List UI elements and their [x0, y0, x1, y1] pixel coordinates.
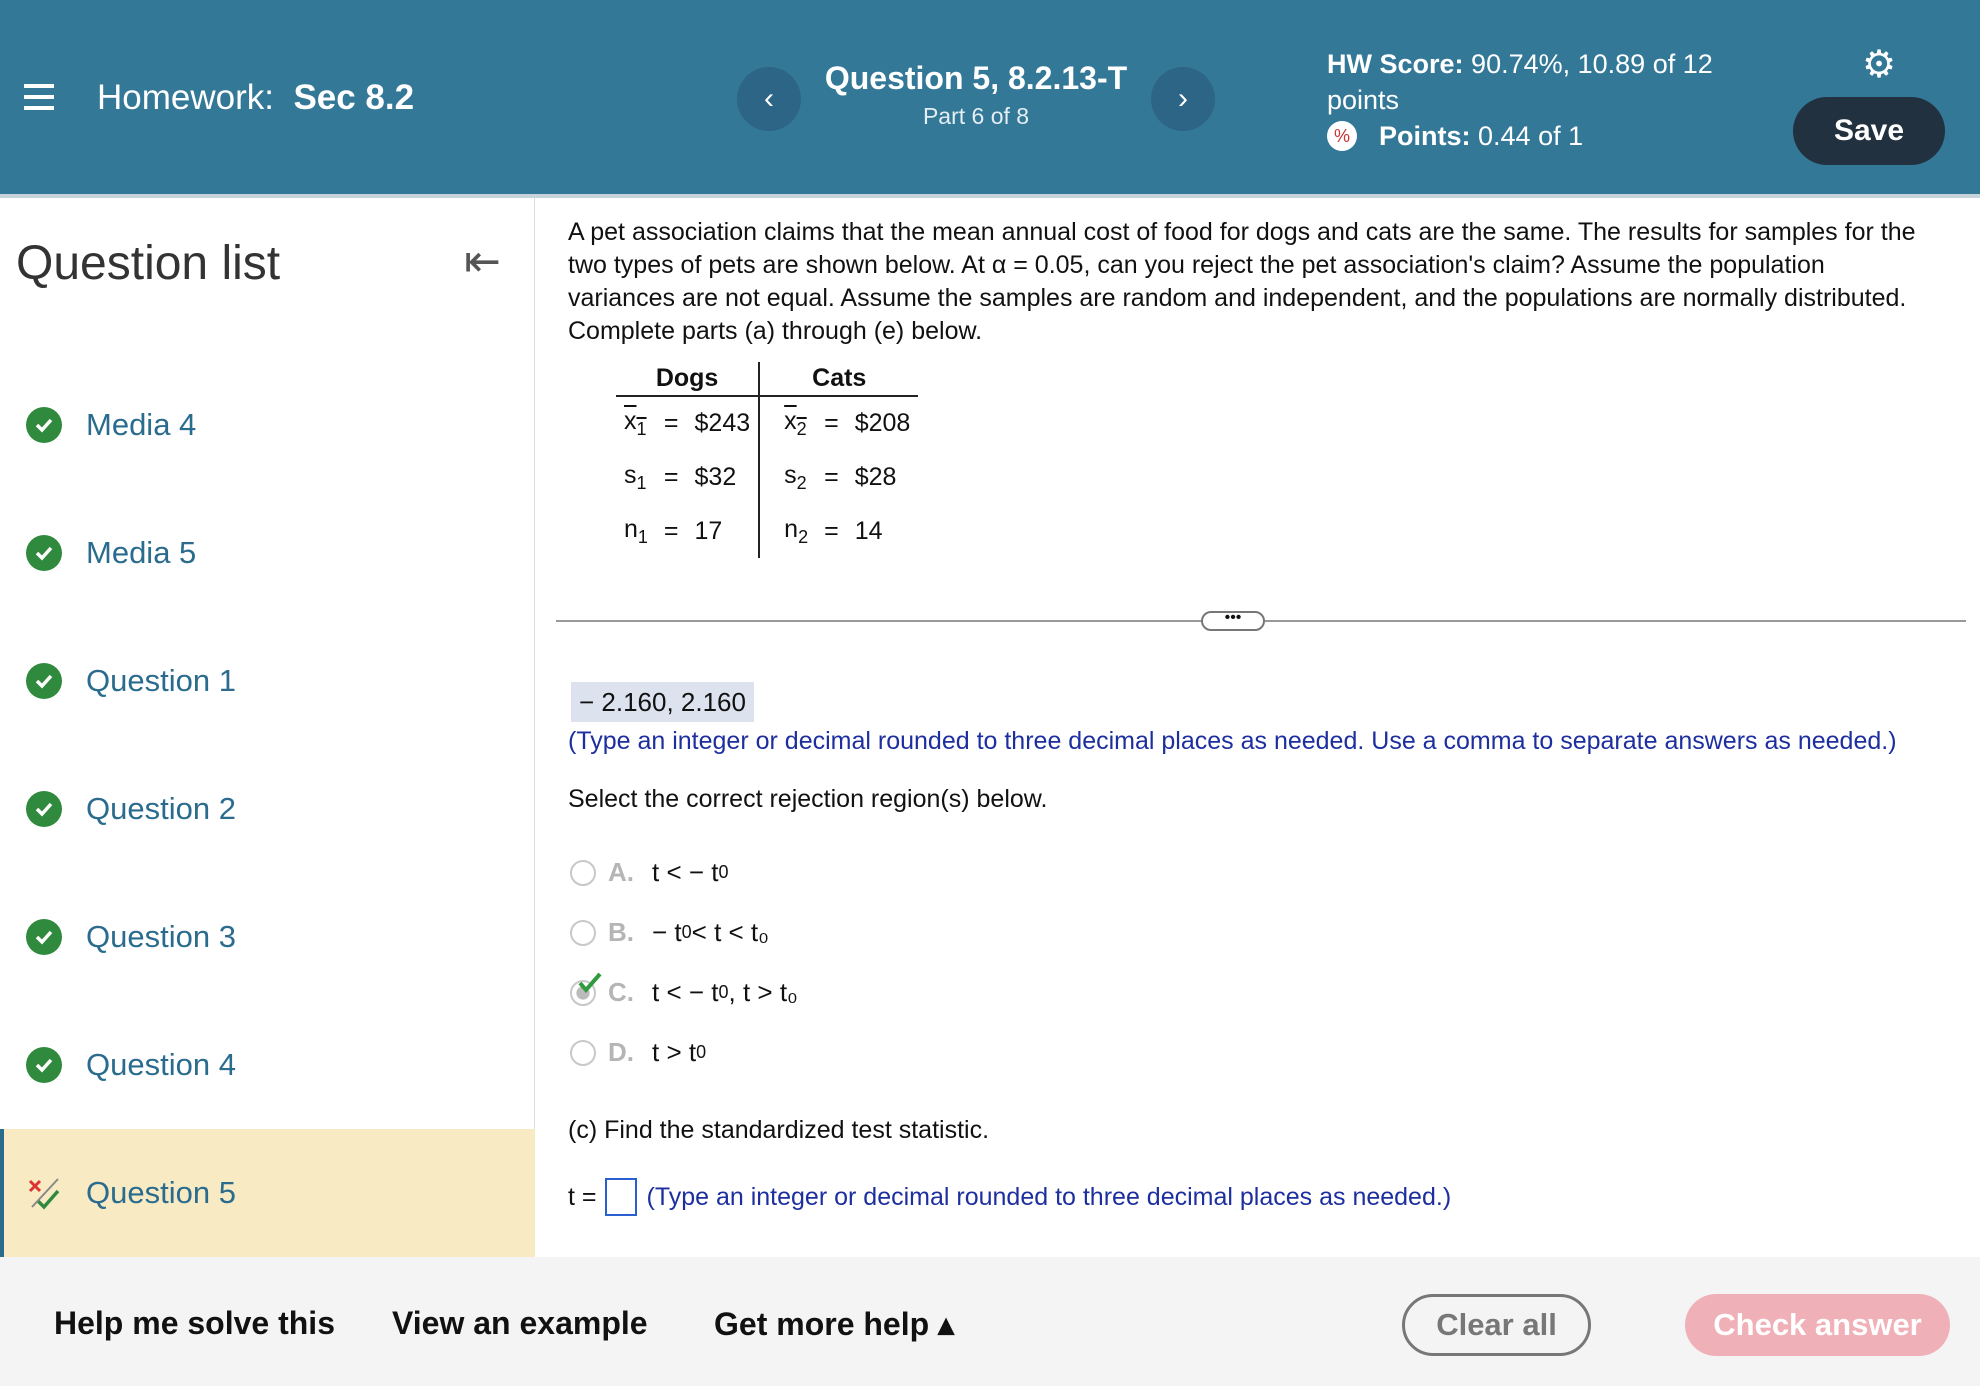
help-me-solve-button[interactable]: Help me solve this [54, 1305, 335, 1341]
option-expression-tail: , t > t₀ [728, 977, 798, 1007]
radio-button[interactable] [570, 860, 596, 886]
subscript: 0 [696, 1042, 707, 1062]
option-letter: A. [608, 857, 634, 887]
sidebar-item-question-2[interactable] [0, 745, 535, 873]
symbol: x [624, 407, 637, 435]
part-c-prompt: (c) Find the standardized test statistic. [568, 1116, 990, 1144]
option-expression: t > t [652, 1037, 697, 1067]
get-more-help-button[interactable]: Get more help ▴ [714, 1306, 955, 1342]
subscript: 1 [636, 419, 647, 439]
symbol: n [784, 514, 799, 543]
chevron-right-icon: › [1178, 82, 1188, 115]
option-b[interactable] [570, 917, 769, 948]
sidebar-item-label: Question 3 [86, 919, 236, 954]
symbol: x [784, 407, 797, 435]
sidebar-item-question-3[interactable] [0, 873, 535, 1001]
subscript: 2 [796, 419, 807, 439]
next-question-button[interactable] [1151, 67, 1215, 131]
subscript: 2 [798, 526, 809, 547]
symbol: s [784, 460, 797, 489]
option-letter: B. [608, 917, 634, 947]
check-icon [26, 535, 62, 571]
symbol: s [624, 460, 637, 489]
check-icon [26, 663, 62, 699]
cell-value: $243 [687, 396, 760, 450]
subscript: 1 [636, 472, 647, 493]
view-example-button[interactable]: View an example [392, 1305, 648, 1341]
table-row: $x_1$ = $243 $x_2$ = $208 [616, 396, 918, 450]
option-c[interactable] [570, 977, 798, 1008]
collapse-sidebar-icon[interactable]: ⇤ [464, 237, 501, 286]
option-d[interactable] [570, 1037, 706, 1068]
hamburger-icon[interactable] [24, 84, 54, 110]
hw-score [1327, 46, 1713, 154]
check-answer-button[interactable]: Check answer [1685, 1294, 1950, 1356]
option-expression: t < − t [652, 977, 719, 1007]
radio-button[interactable] [570, 920, 596, 946]
symbol: n [624, 514, 638, 543]
top-bar [0, 0, 1980, 194]
answer-hint: (Type an integer or decimal rounded to three decimal places as needed. Use a comma to separate answers as needed.) [568, 727, 1897, 755]
expand-ellipsis-button[interactable]: ••• [1201, 611, 1265, 631]
subscript: 0 [718, 862, 729, 882]
sidebar-item-media-5[interactable] [0, 489, 535, 617]
sidebar-item-label: Question 5 [86, 1175, 236, 1210]
option-expression-tail: < t < t₀ [691, 917, 769, 947]
check-icon [26, 407, 62, 443]
clear-all-button[interactable]: Clear all [1402, 1294, 1591, 1356]
chevron-left-icon: ‹ [764, 82, 774, 115]
sidebar-item-question-1[interactable] [0, 617, 535, 745]
check-icon [26, 1047, 62, 1083]
rejection-prompt: Select the correct rejection region(s) below. [568, 785, 1048, 813]
option-letter: D. [608, 1037, 634, 1067]
hw-score-label: HW Score: [1327, 49, 1464, 79]
sidebar-item-label: Question 4 [86, 1047, 236, 1082]
radio-button-selected[interactable] [570, 980, 596, 1006]
test-statistic-hint: (Type an integer or decimal rounded to three decimal places as needed.) [646, 1182, 1452, 1211]
partial-credit-icon [26, 1175, 62, 1211]
test-statistic-row [568, 1178, 1451, 1216]
radio-button[interactable] [570, 1040, 596, 1066]
option-letter: C. [608, 977, 634, 1007]
sidebar-item-label: Media 5 [86, 535, 197, 570]
check-icon [26, 791, 62, 827]
table-row: $n_1$ = 17 $n_2$ = 14 [616, 504, 918, 558]
critical-values-answer: − 2.160, 2.160 [571, 682, 754, 722]
part-indicator: Part 6 of 8 [922, 103, 1030, 129]
sidebar-item-question-4[interactable] [0, 1001, 535, 1129]
sidebar-item-label: Media 4 [86, 407, 197, 442]
cell-value: $208 [854, 409, 911, 437]
sidebar-item-question-5[interactable] [0, 1129, 535, 1257]
gear-icon[interactable]: ⚙ [1862, 44, 1897, 86]
cell-value: $28 [854, 462, 897, 491]
sidebar-item-media-4[interactable] [0, 361, 535, 489]
subscript: 1 [637, 526, 648, 547]
table-header-cats: Cats [812, 364, 867, 392]
option-expression: t < − t [652, 857, 719, 887]
subscript: 0 [718, 982, 729, 1002]
cell-value: 14 [854, 516, 883, 545]
check-icon [26, 919, 62, 955]
hw-score-unit: points [1327, 85, 1400, 115]
test-statistic-input[interactable] [605, 1178, 637, 1216]
question-list-sidebar [0, 198, 535, 1257]
homework-label: Homework: [97, 78, 274, 117]
cell-value: 17 [687, 504, 760, 558]
save-button[interactable]: Save [1793, 97, 1945, 165]
subscript: 2 [796, 472, 807, 493]
option-a[interactable] [570, 857, 729, 888]
points-value: 0.44 of 1 [1478, 121, 1584, 151]
question-title: Question 5, 8.2.13-T [824, 60, 1128, 96]
points-label: Points: [1379, 121, 1471, 151]
sidebar-item-label: Question 2 [86, 791, 236, 826]
t-label: t = [568, 1182, 597, 1211]
partial-credit-icon: % [1327, 121, 1357, 151]
footer-bar [0, 1257, 1980, 1386]
hw-score-value: 90.74%, 10.89 of 12 [1471, 49, 1713, 79]
problem-text: A pet association claims that the mean annual cost of food for dogs and cats are the same. The results for samples for the two types of pets are shown below. At α = 0.05, can you reject the pet association's claim? Assume the population variances are not equal. Assume the samples are random and independent, and the populations are normally distributed. Complete parts (a) through (e) below. [568, 218, 1916, 345]
subscript: 0 [681, 922, 692, 942]
cell-value: $32 [687, 450, 760, 504]
option-expression: − t [652, 917, 682, 947]
homework-name: Sec 8.2 [293, 78, 415, 117]
sidebar-item-label: Question 1 [86, 663, 236, 698]
correct-check-icon [578, 972, 602, 994]
sidebar-title: Question list [16, 237, 281, 290]
sample-data-table [616, 362, 918, 558]
table-row: $s_1$ = $32 $s_2$ = $28 [616, 450, 918, 504]
table-header-dogs: Dogs [616, 362, 759, 396]
homework-title [97, 78, 414, 118]
